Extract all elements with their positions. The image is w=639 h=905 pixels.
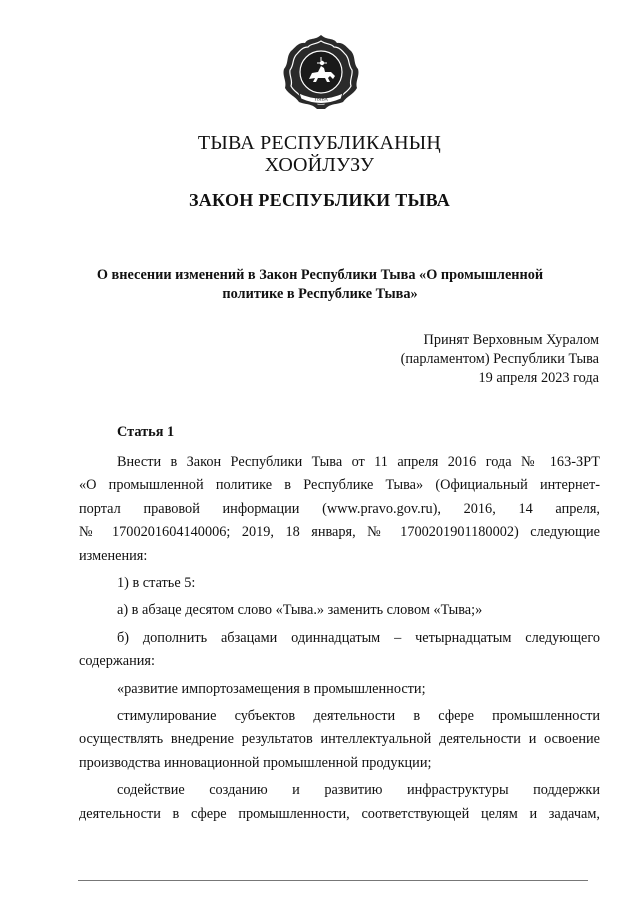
adoption-date: 19 апреля 2023 года (478, 370, 599, 386)
republic-title-line2: ХООЙЛУЗУ (264, 154, 375, 176)
item-a: а) в абзаце десятом слово «Тыва.» заменить словом «Тыва;» (117, 602, 483, 619)
law-title: ЗАКОН РЕСПУБЛИКИ ТЫВА (188, 190, 451, 210)
quote-3-line-1: содействие созданию и развитию инфраструктуры поддержки (117, 782, 600, 799)
quote-2-line-3: производства инновационной промышленной продукции; (79, 754, 432, 771)
law-subject (80, 266, 560, 304)
document-body (79, 421, 600, 826)
intro-line-2: «О промышленной политике в Республике Тыва» (Официальный интернет- (79, 477, 600, 494)
item-b-line-2: содержания: (79, 653, 155, 670)
item-1: 1) в статье 5: (117, 575, 196, 592)
quote-1: «развитие импортозамещения в промышленности; (117, 680, 426, 697)
intro-line-4: № 1700201604140006; 2019, 18 января, № 1700201901180002) следующие (79, 524, 600, 541)
intro-line-5: изменения: (79, 547, 148, 564)
intro-line-3: портал правовой информации (www.pravo.gov.ru), 2016, 14 апреля, (79, 500, 600, 517)
page-bottom-rule (78, 880, 588, 881)
intro-line-1: Внести в Закон Республики Тыва от 11 апреля 2016 года № 163-ЗРТ (117, 454, 600, 470)
coat-of-arms-icon (281, 33, 361, 113)
quote-2-line-1: стимулирование субъектов деятельности в сфере промышленности (117, 708, 600, 725)
quote-3-line-2: деятельности в сфере промышленности, соответствующей целям и задачам, (79, 805, 600, 822)
article-heading: Статья 1 (117, 424, 175, 440)
item-b-line-1: б) дополнить абзацами одиннадцатым – четырнадцатым следующего (117, 629, 600, 646)
quote-2-line-2: осуществлять внедрение результатов интеллектуальной деятельности и освоение (79, 731, 600, 748)
svg-text:ТЫВА: ТЫВА (313, 97, 329, 103)
republic-title-line1: ТЫВА РЕСПУБЛИКАНЫҢ (197, 132, 442, 154)
law-subject-line2: политике в Республике Тыва» (222, 286, 418, 302)
republic-title (0, 132, 639, 176)
law-subject-line1: О внесении изменений в Закон Республики Тыва «О промышленной (96, 267, 544, 283)
adoption-note-line2: (парламентом) Республики Тыва (400, 351, 599, 367)
adoption-note (401, 331, 599, 388)
adoption-note-line1: Принят Верховным Хуралом (423, 332, 599, 348)
